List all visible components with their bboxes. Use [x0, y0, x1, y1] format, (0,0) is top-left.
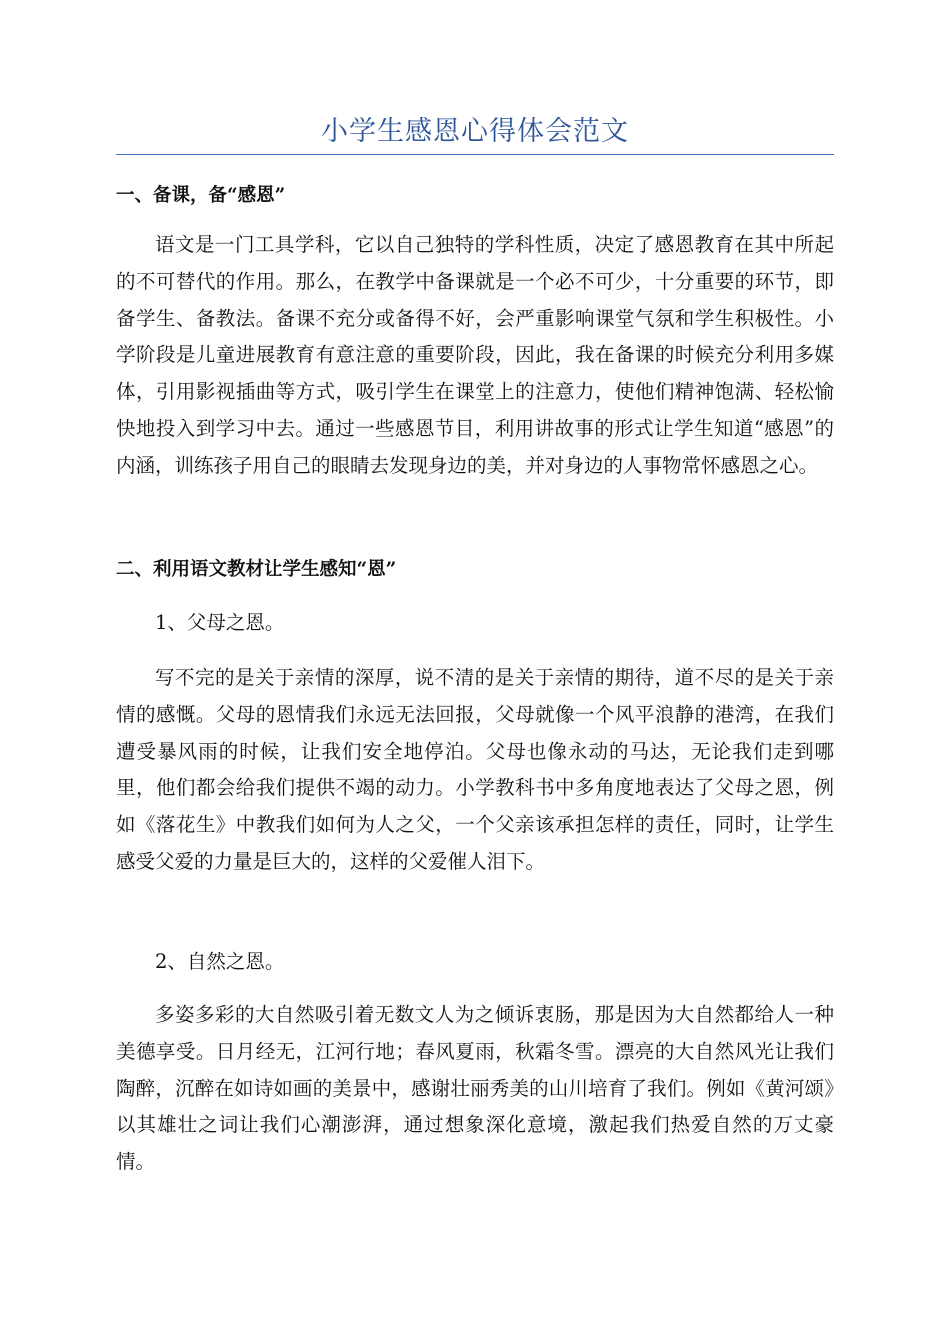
section-1-paragraph-1: 语文是一门工具学科，它以自己独特的学科性质，决定了感恩教育在其中所起的不可替代的作用。那么，在教学中备课就是一个必不可少，十分重要的环节，即备学生、备教法。备课不充分或备得不好，会严重影响课堂气氛和学生积极性。小学阶段是儿童进展教育有意注意的重要阶段，因此，我在备课的时候充分利用多媒体，引用影视插曲等方式，吸引学生在课堂上的注意力，使他们精神饱满、轻松愉快地投入到学习中去。通过一些感恩节目，利用讲故事的形式让学生知道“感恩”的内涵，训练孩子用自己的眼睛去发现身边的美，并对身边的人事物常怀感恩之心。 [116, 233, 834, 477]
section-2-paragraph-parents: 写不完的是关于亲情的深厚，说不清的是关于亲情的期待，道不尽的是关于亲情的感慨。父母的恩情我们永远无法回报，父母就像一个风平浪静的港湾，在我们遭受暴风雨的时候，让我们安全地停泊。父母也像永动的马达，无论我们走到哪里，他们都会给我们提供不竭的动力。小学教科书中多角度地表达了父母之恩，例如《落花生》中教我们如何为人之父，一个父亲该承担怎样的责任，同时，让学生感受父爱的力量是巨大的，这样的父爱催人泪下。 [116, 666, 834, 873]
section-2-paragraph-nature: 多姿多彩的大自然吸引着无数文人为之倾诉衷肠，那是因为大自然都给人一种美德享受。日月经无，江河行地；春风夏雨，秋霜冬雪。漂亮的大自然风光让我们陶醉，沉醉在如诗如画的美景中，感谢壮丽秀美的山川培育了我们。例如《黄河颂》以其雄壮之词让我们心潮澎湃，通过想象深化意境，激起我们热爱自然的万丈豪情。 [116, 1003, 834, 1174]
section-2-subheading-nature: 2、自然之恩。 [155, 950, 285, 973]
title-underline-rule [116, 154, 834, 155]
section-heading-1: 一、备课，备“感恩” [116, 185, 286, 206]
section-heading-2: 二、利用语文教材让学生感知“恩” [116, 559, 397, 580]
document-title: 小学生感恩心得体会范文 [321, 116, 629, 147]
section-2-subheading-parents: 1、父母之恩。 [155, 611, 285, 634]
